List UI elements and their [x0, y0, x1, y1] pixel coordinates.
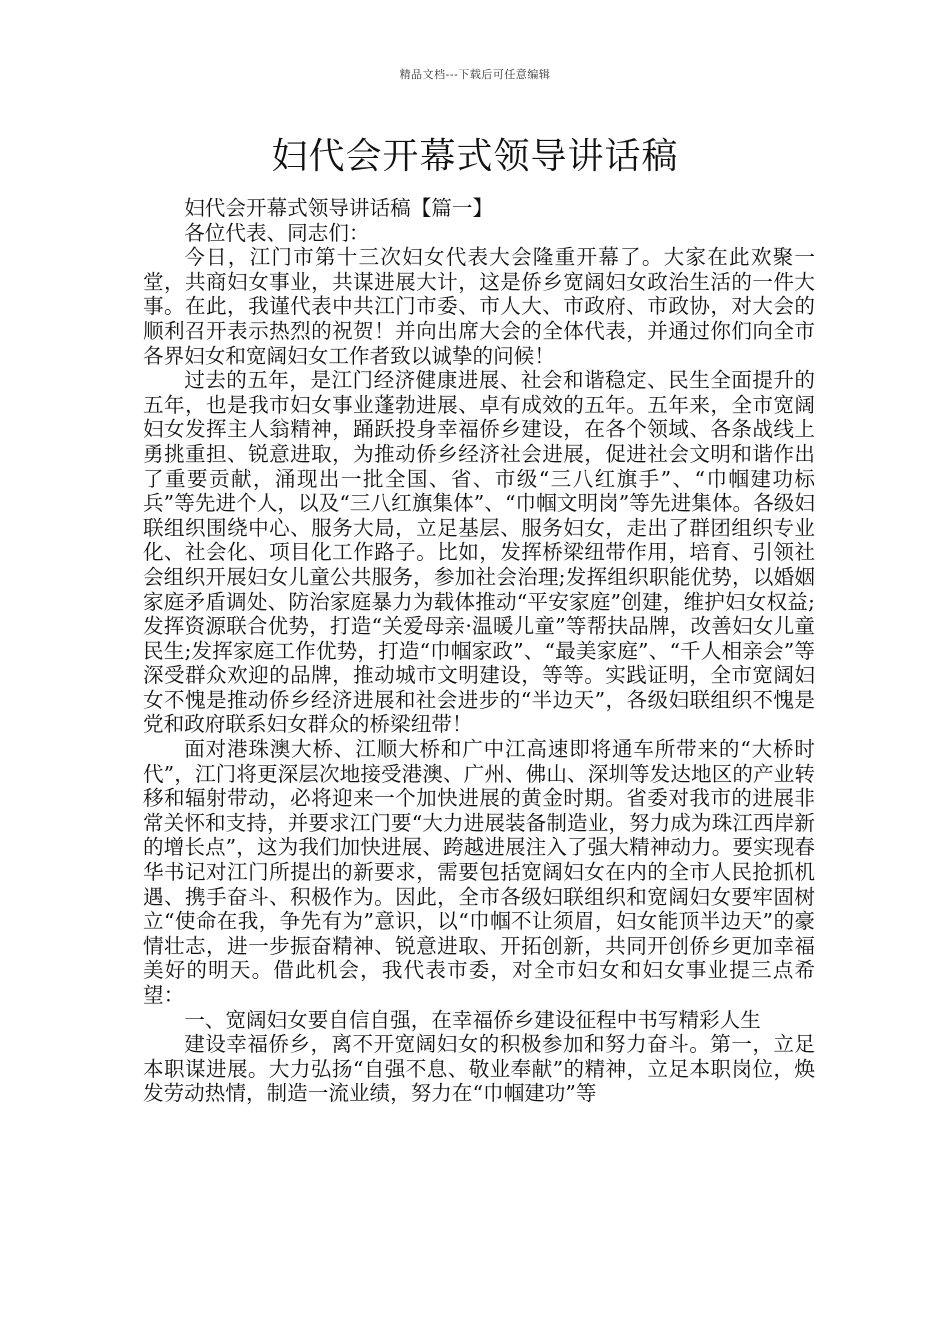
page-header-note: 精品文档---下载后可任意编辑 — [399, 68, 551, 81]
document-title: 妇代会开幕式领导讲话稿 — [271, 136, 679, 177]
salutation: 各位代表、同志们： — [184, 220, 370, 245]
body-paragraph: 过去的五年，是江门经济健康进展、社会和谐稳定、民生全面提升的五年，也是我市妇女事业蓬勃进展、卓有成效的五年。五年来，全市宽阔妇女发挥主人翁精神，踊跃投身幸福侨乡建设，在各个领域、各条战线上勇挑重担、锐意进取，为推动侨乡经济社会进展，促进社会文明和谐作出了重要贡献，涌现出一批全国、省、市级“三八红旗手”、“巾帼建功标兵”等先进个人，以及“三八红旗集体”、“巾帼文明岗”等先进集体。各级妇联组织围绕中心、服务大局，立足基层、服务妇女，走出了群团组织专业化、社会化、项目化工作路子。比如，发挥桥梁纽带作用，培育、引领社会组织开展妇女儿童公共服务，参加社会治理;发挥组织职能优势，以婚姻家庭矛盾调处、防治家庭暴力为载体推动“平安家庭”创建，维护妇女权益;发挥资源联合优势，打造“关爱母亲·温暖儿童”等帮扶品牌，改善妇女儿童民生;发挥家庭工作优势，打造“巾帼家政”、“最美家庭”、“千人相亲会”等深受群众欢迎的品牌，推动城市文明建设，等等。实践证明，全市宽阔妇女不愧是推动侨乡经济进展和社会进步的“半边天”，各级妇联组织不愧是党和政府联系妇女群众的桥梁纽带！ — [143, 368, 815, 737]
document-body — [143, 196, 815, 1106]
body-paragraph: 今日，江门市第十三次妇女代表大会隆重开幕了。大家在此欢聚一堂，共商妇女事业，共谋进展大计，这是侨乡宽阔妇女政治生活的一件大事。在此，我谨代表中共江门市委、市人大、市政府、市政协，对大会的顺利召开表示热烈的祝贺！并向出席大会的全体代表，并通过你们向全市各界妇女和宽阔妇女工作者致以诚挚的问候！ — [143, 245, 815, 368]
body-paragraph: 面对港珠澳大桥、江顺大桥和广中江高速即将通车所带来的“大桥时代”，江门将更深层次地接受港澳、广州、佛山、深圳等发达地区的产业转移和辐射带动，必将迎来一个加快进展的黄金时期。省委对我市的进展非常关怀和支持，并要求江门要“大力进展装备制造业，努力成为珠江西岸新的增长点”，这为我们加快进展、跨越进展注入了强大精神动力。要实现春华书记对江门所提出的新要求，需要包括宽阔妇女在内的全市人民抢抓机遇、携手奋斗、积极作为。因此，全市各级妇联组织和宽阔妇女要牢固树立“使命在我，争先有为”意识，以“巾帼不让须眉，妇女能顶半边天”的豪情壮志，进一步振奋精神、锐意进取、开拓创新，共同开创侨乡更加幸福美好的明天。借此机会，我代表市委，对全市妇女和妇女事业提三点希望： — [143, 737, 815, 1007]
body-paragraph: 建设幸福侨乡，离不开宽阔妇女的积极参加和努力奋斗。第一，立足本职谋进展。大力弘扬“自强不息、敬业奉献”的精神，立足本职岗位，焕发劳动热情，制造一流业绩，努力在“巾帼建功”等 — [143, 1032, 815, 1106]
subsection-heading: 一、宽阔妇女要自信自强，在幸福侨乡建设征程中书写精彩人生 — [184, 1007, 761, 1032]
section-heading: 妇代会开幕式领导讲话稿【篇一】 — [184, 196, 494, 220]
